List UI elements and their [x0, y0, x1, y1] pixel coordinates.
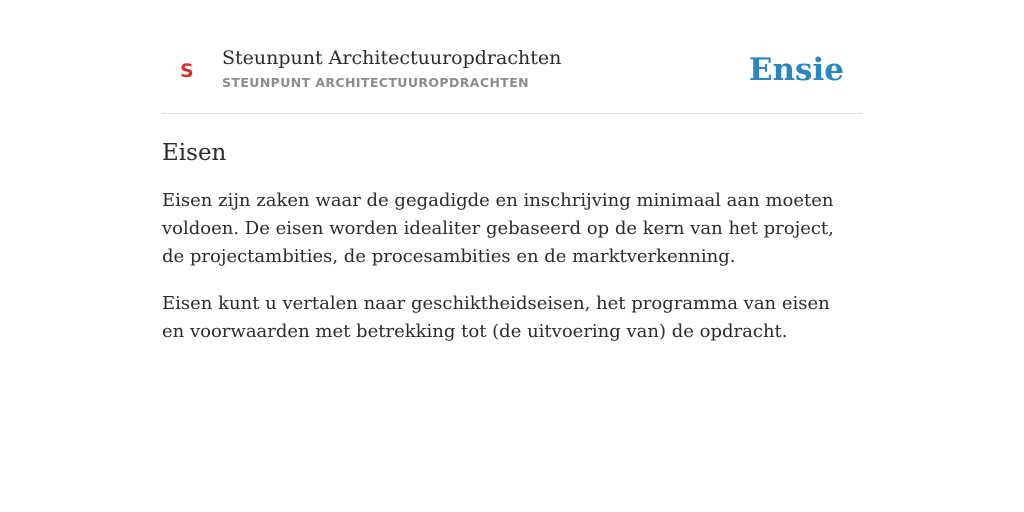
main-content [162, 114, 862, 346]
org-logo-icon[interactable]: S [180, 60, 194, 82]
header [162, 0, 862, 114]
org-name-link[interactable]: Steunpunt Architectuuropdrachten [222, 47, 562, 69]
ensie-logo-link[interactable]: Ensie [748, 52, 844, 88]
definition-paragraph-1: Eisen zijn zaken waar de gegadigde en inschrijving minimaal aan moeten voldoen. De eisen worden idealiter gebaseerd op de kern van het project, de projectambities, de procesambities en de marktverkenning. [162, 190, 834, 267]
page [162, 0, 862, 346]
org-subtitle: STEUNPUNT ARCHITECTUUROPDRACHTEN [222, 75, 530, 90]
definition-paragraph-2: Eisen kunt u vertalen naar geschiktheidseisen, het programma van eisen en voorwaarden met betrekking tot (de uitvoering van) de opdracht. [162, 293, 830, 342]
page-title: Eisen [162, 140, 227, 166]
